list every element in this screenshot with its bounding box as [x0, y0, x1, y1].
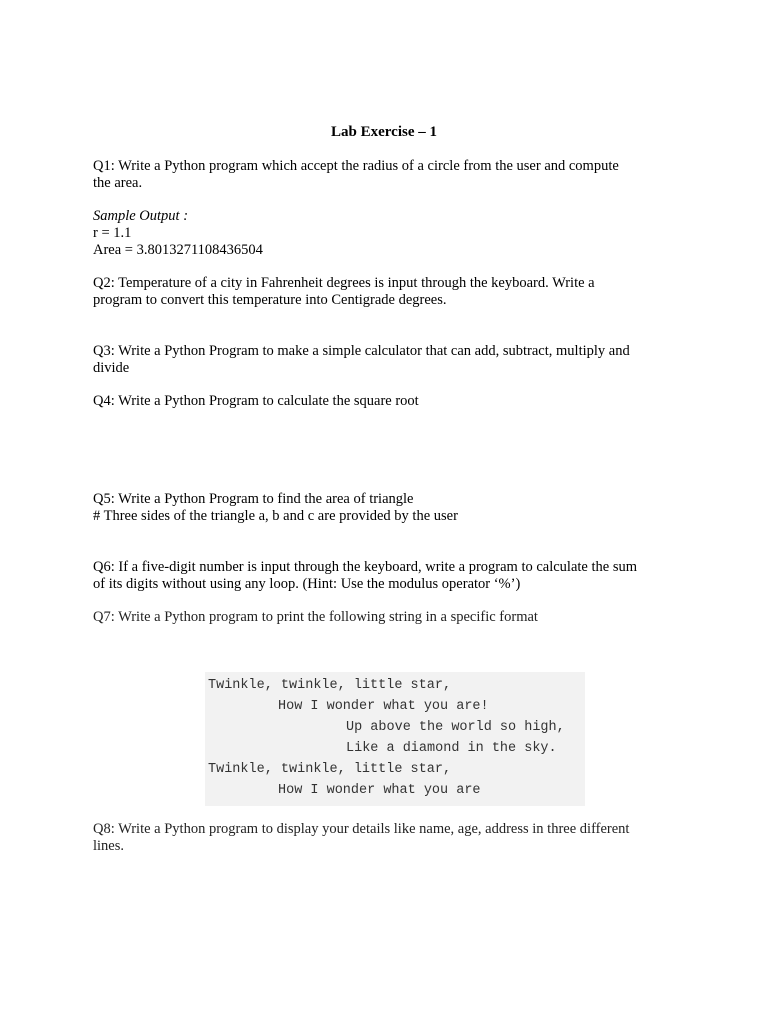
question-3-line-1: Q3: Write a Python Program to make a simple calculator that can add, subtract, multiply and: [93, 343, 630, 359]
question-1-line-1: Q1: Write a Python program which accept the radius of a circle from the user and compute: [93, 158, 619, 174]
sample-output-area: Area = 3.8013271108436504: [93, 242, 263, 258]
question-6-line-2: of its digits without using any loop. (Hint: Use the modulus operator ‘%’): [93, 576, 521, 592]
question-2-line-2: program to convert this temperature into Centigrade degrees.: [93, 292, 447, 308]
code-line-3: Up above the world so high,: [346, 720, 565, 735]
question-5-line-2: # Three sides of the triangle a, b and c are provided by the user: [93, 508, 458, 524]
code-line-4: Like a diamond in the sky.: [346, 741, 557, 756]
sample-output-heading: Sample Output :: [93, 208, 189, 224]
question-5: [93, 491, 683, 525]
question-1-line-2: the area.: [93, 175, 143, 191]
question-7-line-1: Q7: Write a Python program to print the following string in a specific format: [93, 609, 538, 625]
page-title: Lab Exercise – 1: [331, 124, 437, 140]
sample-output-radius: r = 1.1: [93, 225, 132, 241]
question-8-line-1: Q8: Write a Python program to display your details like name, age, address in three different: [93, 821, 630, 837]
code-line-2: How I wonder what you are!: [278, 699, 489, 714]
question-2: [93, 275, 683, 309]
question-3-line-2: divide: [93, 360, 130, 376]
code-line-6: How I wonder what you are: [278, 783, 481, 798]
question-8: [93, 821, 683, 855]
question-7: [93, 609, 683, 626]
sample-output: [93, 208, 683, 259]
question-1: [93, 158, 683, 192]
question-6-line-1: Q6: If a five-digit number is input through the keyboard, write a program to calculate the sum: [93, 559, 637, 575]
question-5-line-1: Q5: Write a Python Program to find the area of triangle: [93, 491, 414, 507]
code-line-5: Twinkle, twinkle, little star,: [208, 762, 452, 777]
question-4: [93, 393, 683, 410]
code-sample-box: [205, 672, 585, 806]
question-6: [93, 559, 683, 593]
question-3: [93, 343, 683, 377]
code-line-1: Twinkle, twinkle, little star,: [208, 678, 452, 693]
question-8-line-2: lines.: [93, 838, 125, 854]
question-2-line-1: Q2: Temperature of a city in Fahrenheit degrees is input through the keyboard. Write a: [93, 275, 595, 291]
question-4-line-1: Q4: Write a Python Program to calculate the square root: [93, 393, 419, 409]
